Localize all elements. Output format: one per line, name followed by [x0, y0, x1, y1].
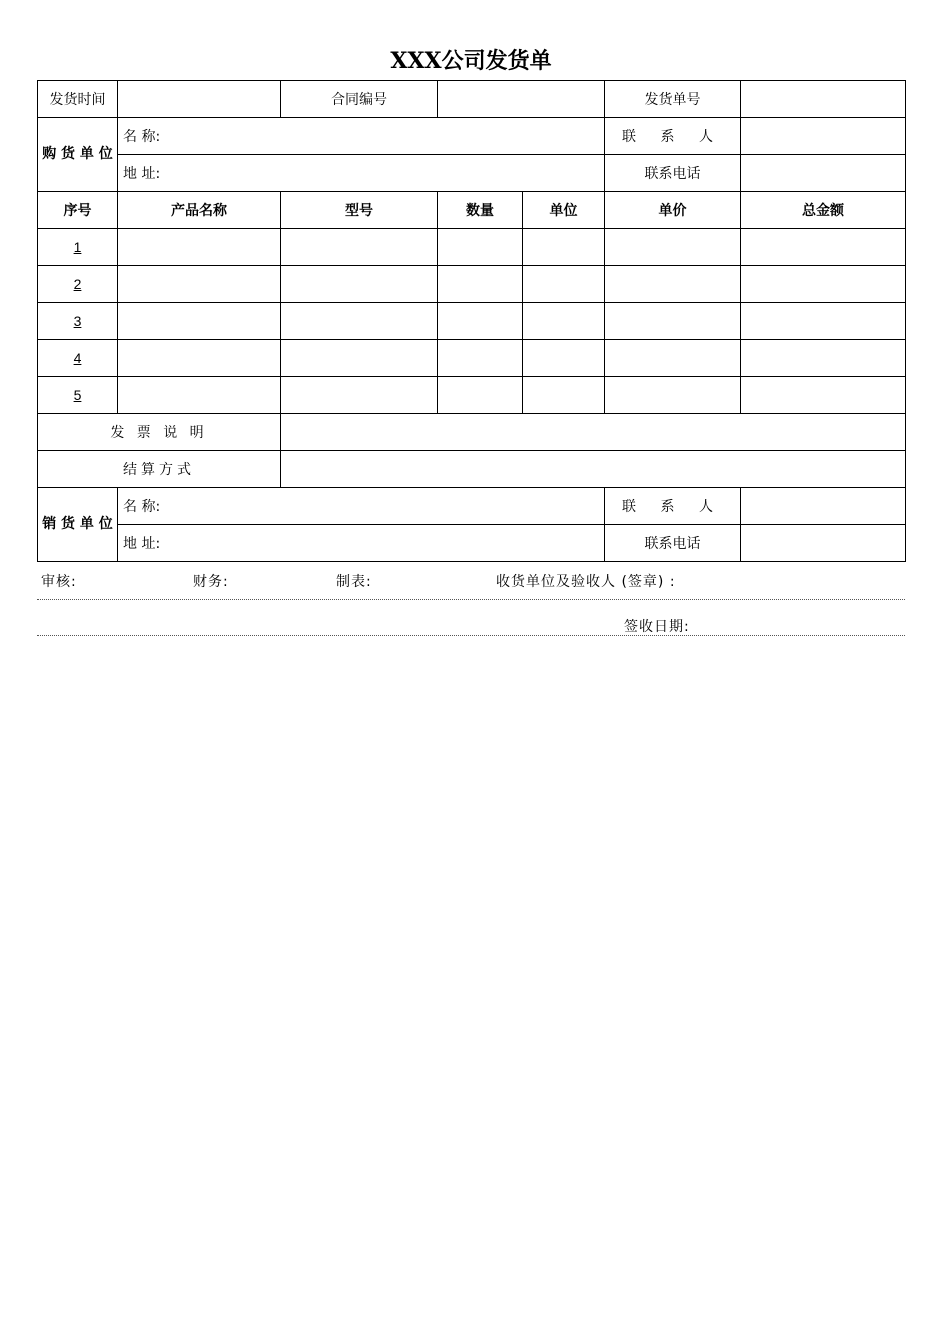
- header-model: 型号: [281, 192, 438, 229]
- contract-no-field[interactable]: [438, 81, 605, 118]
- row-index: 1: [38, 229, 118, 266]
- buyer-section-label: 购 货 单 位: [38, 118, 118, 192]
- table-row: [38, 377, 906, 414]
- receiver-signature-label: 收货单位及验收人 (签章) :: [496, 574, 676, 590]
- total-amount-cell[interactable]: [741, 340, 906, 377]
- shipment-info-row: [38, 81, 906, 118]
- unit-price-cell[interactable]: [605, 340, 741, 377]
- table-row: [38, 266, 906, 303]
- seller-contact-field[interactable]: [741, 488, 906, 525]
- header-unit-price: 单价: [605, 192, 741, 229]
- unit-cell[interactable]: [523, 377, 605, 414]
- seller-section-label: 销 货 单 位: [38, 488, 118, 562]
- table-row: [38, 229, 906, 266]
- unit-cell[interactable]: [523, 266, 605, 303]
- quantity-cell[interactable]: [438, 229, 523, 266]
- invoice-note-field[interactable]: [281, 414, 906, 451]
- total-amount-cell[interactable]: [741, 266, 906, 303]
- seller-address-row: [38, 525, 906, 562]
- model-cell[interactable]: [281, 303, 438, 340]
- unit-cell[interactable]: [523, 340, 605, 377]
- settlement-row: [38, 451, 906, 488]
- ship-time-label: 发货时间: [38, 81, 118, 118]
- buyer-contact-label: 联 系 人: [605, 118, 741, 155]
- model-cell[interactable]: [281, 377, 438, 414]
- quantity-cell[interactable]: [438, 303, 523, 340]
- seller-phone-field[interactable]: [741, 525, 906, 562]
- product-name-cell[interactable]: [118, 377, 281, 414]
- settlement-label: 结算方式: [38, 451, 281, 488]
- quantity-cell[interactable]: [438, 377, 523, 414]
- unit-price-cell[interactable]: [605, 266, 741, 303]
- unit-price-cell[interactable]: [605, 377, 741, 414]
- total-amount-cell[interactable]: [741, 303, 906, 340]
- ship-no-field[interactable]: [741, 81, 906, 118]
- ship-no-label: 发货单号: [605, 81, 741, 118]
- review-label: 审核:: [41, 574, 77, 590]
- unit-cell[interactable]: [523, 229, 605, 266]
- finance-label: 财务:: [193, 574, 229, 590]
- page-title: XXX公司发货单: [390, 48, 552, 74]
- header-total-amount: 总金额: [741, 192, 906, 229]
- sign-date-line: [37, 635, 905, 636]
- quantity-cell[interactable]: [438, 340, 523, 377]
- buyer-contact-field[interactable]: [741, 118, 906, 155]
- buyer-phone-label: 联系电话: [605, 155, 741, 192]
- unit-price-cell[interactable]: [605, 303, 741, 340]
- shipping-form-table: [37, 80, 906, 562]
- total-amount-cell[interactable]: [741, 377, 906, 414]
- invoice-note-label: 发 票 说 明: [38, 414, 281, 451]
- buyer-phone-field[interactable]: [741, 155, 906, 192]
- unit-price-cell[interactable]: [605, 229, 741, 266]
- prepared-label: 制表:: [336, 574, 372, 590]
- model-cell[interactable]: [281, 340, 438, 377]
- model-cell[interactable]: [281, 266, 438, 303]
- header-product-name: 产品名称: [118, 192, 281, 229]
- row-index: 2: [38, 266, 118, 303]
- seller-address-field[interactable]: 地 址:: [118, 525, 605, 562]
- buyer-address-field[interactable]: 地 址:: [118, 155, 605, 192]
- seller-name-field[interactable]: 名 称:: [118, 488, 605, 525]
- product-name-cell[interactable]: [118, 266, 281, 303]
- table-row: [38, 303, 906, 340]
- signature-line: [37, 599, 905, 600]
- unit-cell[interactable]: [523, 303, 605, 340]
- seller-phone-label: 联系电话: [605, 525, 741, 562]
- buyer-name-field[interactable]: 名 称:: [118, 118, 605, 155]
- seller-contact-label: 联 系 人: [605, 488, 741, 525]
- row-index: 3: [38, 303, 118, 340]
- model-cell[interactable]: [281, 229, 438, 266]
- total-amount-cell[interactable]: [741, 229, 906, 266]
- quantity-cell[interactable]: [438, 266, 523, 303]
- contract-no-label: 合同编号: [281, 81, 438, 118]
- product-name-cell[interactable]: [118, 229, 281, 266]
- items-header-row: [38, 192, 906, 229]
- buyer-address-row: [38, 155, 906, 192]
- header-index: 序号: [38, 192, 118, 229]
- sign-date-label: 签收日期:: [624, 619, 690, 635]
- product-name-cell[interactable]: [118, 340, 281, 377]
- buyer-name-row: [38, 118, 906, 155]
- row-index: 4: [38, 340, 118, 377]
- table-row: [38, 340, 906, 377]
- invoice-note-row: [38, 414, 906, 451]
- header-unit: 单位: [523, 192, 605, 229]
- seller-name-row: [38, 488, 906, 525]
- product-name-cell[interactable]: [118, 303, 281, 340]
- row-index: 5: [38, 377, 118, 414]
- ship-time-field[interactable]: [118, 81, 281, 118]
- settlement-field[interactable]: [281, 451, 906, 488]
- header-quantity: 数量: [438, 192, 523, 229]
